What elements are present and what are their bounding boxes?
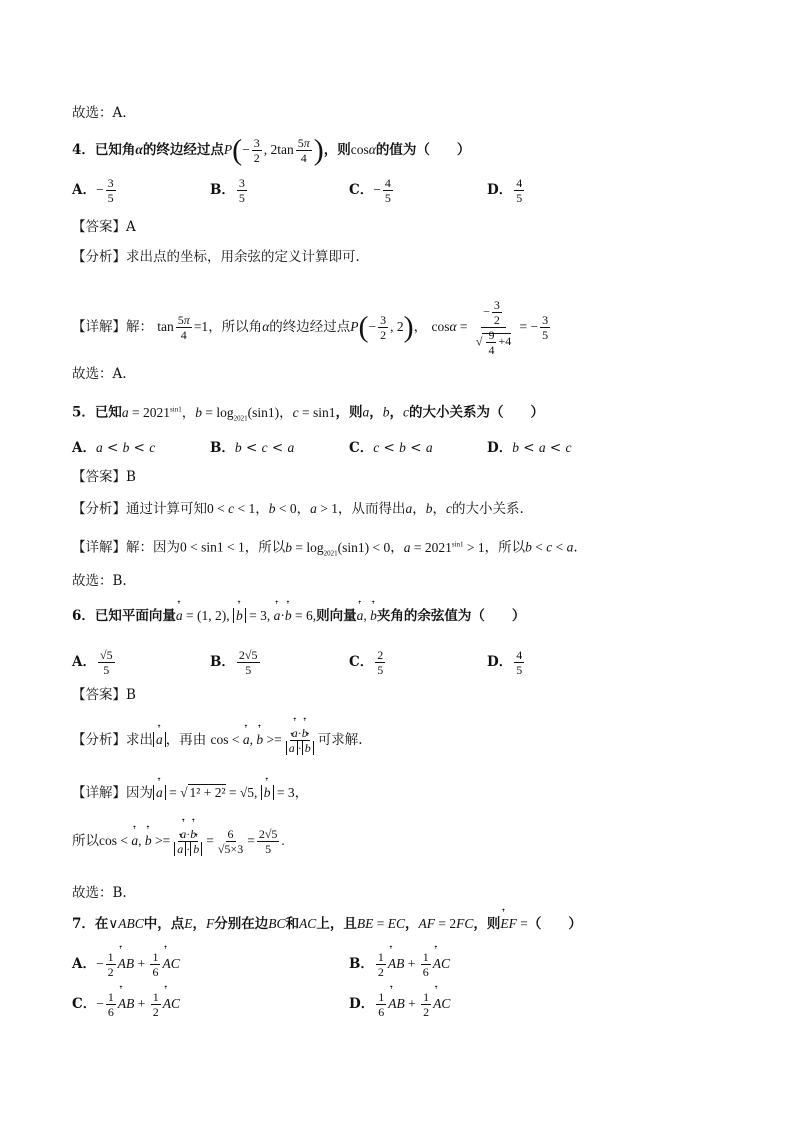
q6-analysis: 【分析】求出ꜛ a ，再由 cos < ꜛ a, ꜛ b >= ꜛ a·ꜛ b ꜛ a ·ꜛ b 可求解. [72, 726, 363, 755]
q6-detail: 【详解】因为ꜛ a = √ 1² + 2² = √5, ꜛ b = 3， [72, 784, 308, 802]
q6-answer: 【答案】B [72, 687, 136, 703]
q4-option-b: B． $\frac{3}{5}$ [210, 176, 245, 205]
q7-option-a: A．− $\frac{1}{2}$ ꜛ AB + $\frac{1}{6}$ ꜛ AC [72, 950, 180, 979]
q6-conclusion: 故选：B. [72, 885, 127, 901]
q4-detail: 【详解】解： tan $\frac{5\pi}{4}$ =1，所以角α的终边经过点P(− $\frac{3}{2}$ , 2)， cosα = − $\frac{3}{2}$ √ $\frac{9}{4}$ +4 = − $\frac{3}{5}$ [72, 298, 549, 357]
previous-conclusion: 故选：A. [72, 105, 127, 121]
q7-option-c: C．− $\frac{1}{6}$ ꜛ AB + $\frac{1}{2}$ ꜛ AC [72, 990, 180, 1019]
q4-answer: 【答案】A [72, 219, 136, 235]
q6-detail-2: 所以cos < ꜛ a, ꜛ b >= ꜛ a·ꜛ b ꜛ a ·ꜛ b = $\frac{6}{√5\times 3}$ = $\frac{2√5}{5}$ . [72, 826, 285, 856]
q6-option-c: C． $\frac{2}{5}$ [349, 648, 384, 677]
q4-option-a: A．− $\frac{3}{5}$ [72, 176, 114, 205]
q5-conclusion: 故选：B. [72, 573, 127, 589]
q7-option-b: B． $\frac{1}{2}$ ꜛ AB + $\frac{1}{6}$ ꜛ AC [349, 950, 450, 979]
q5-option-a: A．a < b < c [72, 440, 156, 456]
q5-option-d: D．b < a < c [487, 440, 572, 456]
q6-option-a: A． $\frac{√5}{5}$ [72, 648, 113, 677]
q4-conclusion: 故选：A. [72, 366, 127, 382]
q4-option-d: D． $\frac{4}{5}$ [487, 176, 523, 205]
q7-option-d: D． $\frac{1}{6}$ ꜛ AB + $\frac{1}{2}$ ꜛ AC [349, 990, 450, 1019]
q6-option-d: D． $\frac{4}{5}$ [487, 648, 523, 677]
q6-option-b: B． $\frac{2√5}{5}$ [210, 648, 258, 677]
q5-analysis: 【分析】通过计算可知0 < c < 1，b < 0，a > 1，从而得出a，b，c的大小关系. [72, 501, 524, 517]
q5-detail: 【详解】解：因为0 < sin1 < 1，所以$b = \log_{2021}(\sin 1) < 0$，$a = 2021^{sin1} > 1$，所以b < c < a. [72, 539, 578, 558]
question-5: 5．已知$a = 2021^{sin1}$，$b = \log_{2021}(\sin 1)$，c = sin1，则a，b，c的大小关系为（ ） [72, 404, 544, 423]
q5-answer: 【答案】B [72, 469, 136, 485]
question-6: 6．已知平面向量ꜛ a = (1, 2), ꜛ b = 3, ꜛ a·ꜛ b = 6,则向量ꜛ a, ꜛ b夹角的余弦值为（ ） [72, 607, 525, 625]
q4-option-c: C．− $\frac{4}{5}$ [349, 176, 391, 205]
q5-option-c: C．c < b < a [349, 440, 433, 456]
q4-analysis: 【分析】求出点的坐标，用余弦的定义计算即可. [72, 249, 360, 265]
question-7: 7．在∨ABC中，点E，F分别在边BC和AC上，且BE = EC，AF = 2FC，则ꜛ EF =（ ） [72, 915, 582, 933]
question-4: 4．已知角α的终边经过点P(− $\frac{3}{2}$ , 2tan $\frac{5\pi}{4}$ )，则cosα的值为（ ） [72, 133, 471, 167]
q5-option-b: B．b < c < a [210, 440, 295, 456]
